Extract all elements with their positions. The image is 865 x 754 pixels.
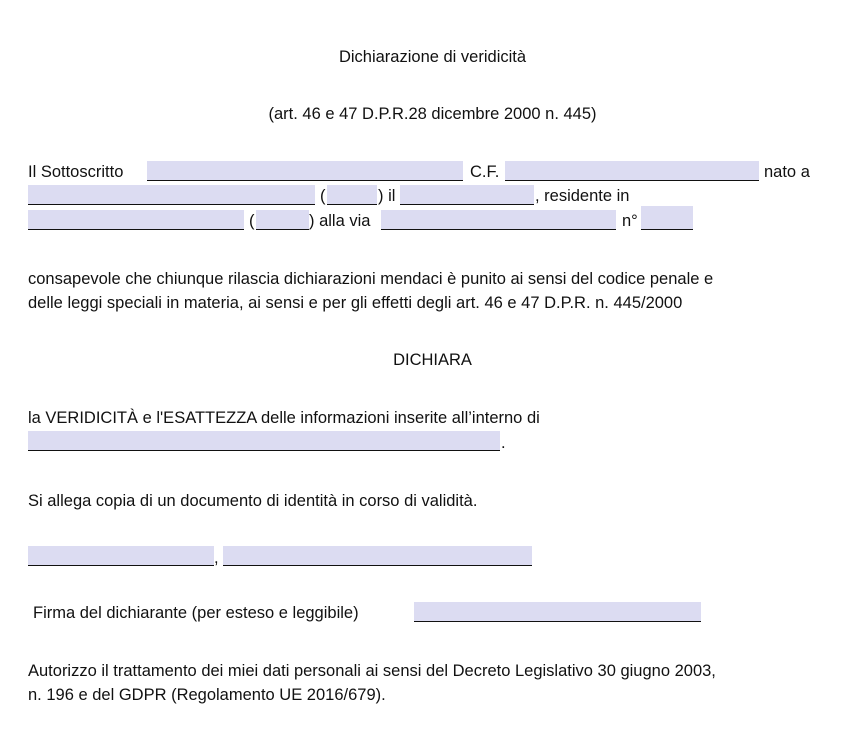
codice-fiscale-field[interactable] [505,161,759,181]
label-sottoscritto: Il Sottoscritto [28,163,124,181]
document-subtitle: (art. 46 e 47 D.P.R.28 dicembre 2000 n. 445) [268,105,597,123]
consapevole-line-1: consapevole che chiunque rilascia dichiarazioni mendaci è punito ai sensi del codice penale e [28,270,714,288]
signature-field[interactable] [414,602,701,622]
date-field[interactable] [223,546,532,566]
label-cf: C.F. [470,163,500,181]
street-number-field[interactable] [641,206,693,230]
privacy-line-1: Autorizzo il trattamento dei miei dati personali ai sensi del Decreto Legislativo 30 giugno 2003, [28,662,716,680]
street-field[interactable] [381,210,616,230]
birthdate-field[interactable] [400,185,534,205]
residence-city-field[interactable] [28,210,244,230]
label-nato-a: nato a [764,163,810,181]
label-paren-open-2: ( [249,212,255,230]
document-title: Dichiarazione di veridicità [338,48,527,66]
place-date-comma: , [214,549,219,567]
label-il: ) il [378,187,396,205]
label-numero: n° [622,212,638,230]
label-alla-via: ) alla via [309,212,371,230]
name-field[interactable] [147,161,463,181]
veridicita-text: la VERIDICITÀ e l'ESATTEZZA delle informazioni inserite all’interno di [28,409,540,427]
place-field[interactable] [28,546,214,566]
label-paren-open-1: ( [320,187,326,205]
document-reference-field-a[interactable] [28,431,418,451]
residence-province-field[interactable] [256,210,309,230]
privacy-line-2: n. 196 e del GDPR (Regolamento UE 2016/679). [28,686,386,704]
dichiara-heading: DICHIARA [393,351,472,369]
birth-province-field[interactable] [327,185,377,205]
document-reference-field-b[interactable] [418,431,500,451]
veridicita-period: . [501,434,506,452]
signature-label: Firma del dichiarante (per esteso e leggibile) [33,604,359,622]
consapevole-line-2: delle leggi speciali in materia, ai sensi e per gli effetti degli art. 46 e 47 D.P.R. n. 445/2000 [28,294,683,312]
birthplace-field[interactable] [28,185,315,205]
allegato-text: Si allega copia di un documento di identità in corso di validità. [28,492,478,510]
label-residente-in: , residente in [535,187,630,205]
